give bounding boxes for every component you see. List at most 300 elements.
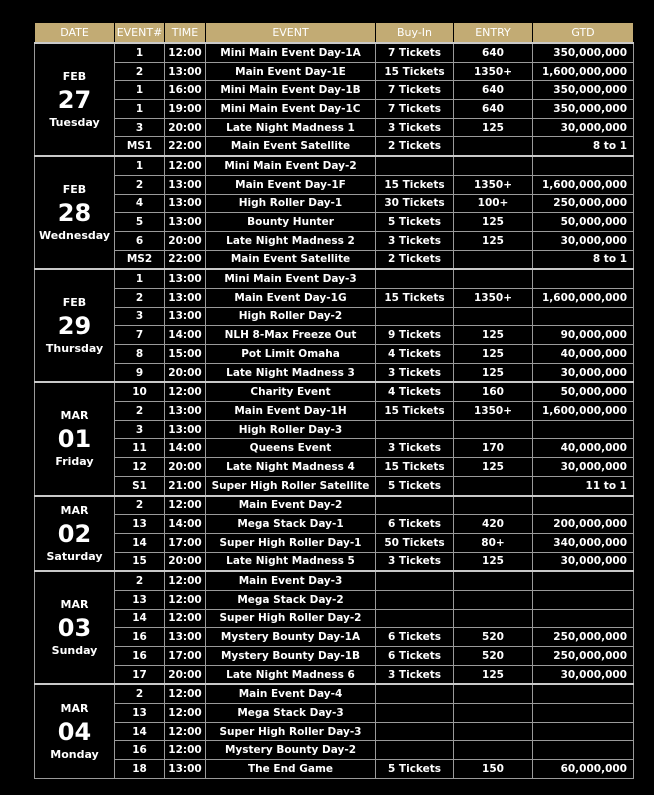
table-row [35,515,634,534]
day-group [35,156,634,269]
buy-in-cell: 7 Tickets [376,81,454,100]
table-row [35,496,634,515]
event-number-cell: MS1 [115,137,165,156]
buy-in-cell: 3 Tickets [376,231,454,250]
event-name-cell: Late Night Madness 2 [206,231,376,250]
table-row [35,571,634,590]
event-name-cell: Main Event Day-1H [206,402,376,421]
buy-in-cell [376,704,454,723]
event-name-cell: Queens Event [206,439,376,458]
event-name-cell: High Roller Day-2 [206,307,376,326]
event-name-cell: Mega Stack Day-1 [206,515,376,534]
event-number-cell: 1 [115,269,165,288]
event-name-cell: Main Event Satellite [206,137,376,156]
entry-cell [454,704,533,723]
event-number-cell: 14 [115,533,165,552]
event-name-cell: Mega Stack Day-2 [206,590,376,609]
buy-in-cell: 5 Tickets [376,213,454,232]
entry-cell: 125 [454,665,533,684]
entry-cell: 125 [454,326,533,345]
date-day: 28 [57,199,92,228]
event-number-cell: 2 [115,402,165,421]
gtd-cell [533,496,634,515]
event-number-cell: 2 [115,571,165,590]
table-row [35,194,634,213]
table-row [35,175,634,194]
event-name-cell: NLH 8-Max Freeze Out [206,326,376,345]
event-name-cell: Mega Stack Day-3 [206,704,376,723]
event-number-cell: 15 [115,552,165,571]
date-cell [35,684,115,778]
table-row [35,231,634,250]
time-cell: 13:00 [165,213,206,232]
time-cell: 12:00 [165,382,206,401]
entry-cell: 1350+ [454,288,533,307]
buy-in-cell [376,420,454,439]
time-cell: 12:00 [165,590,206,609]
gtd-cell: 60,000,000 [533,760,634,779]
date-weekday: Tuesday [49,116,100,130]
gtd-cell: 50,000,000 [533,213,634,232]
event-name-cell: Mystery Bounty Day-1B [206,647,376,666]
gtd-cell: 350,000,000 [533,100,634,119]
date-cell [35,382,115,495]
event-number-cell: 4 [115,194,165,213]
entry-cell [454,684,533,703]
event-name-cell: Late Night Madness 3 [206,363,376,382]
event-name-cell: Mystery Bounty Day-2 [206,741,376,760]
buy-in-cell [376,590,454,609]
table-row [35,345,634,364]
buy-in-cell: 15 Tickets [376,288,454,307]
entry-cell: 640 [454,81,533,100]
buy-in-cell [376,496,454,515]
event-number-cell: MS2 [115,250,165,269]
gtd-cell [533,684,634,703]
gtd-cell [533,307,634,326]
buy-in-cell: 2 Tickets [376,250,454,269]
gtd-cell: 30,000,000 [533,363,634,382]
time-cell: 17:00 [165,647,206,666]
gtd-cell: 11 to 1 [533,476,634,495]
entry-cell [454,609,533,628]
gtd-cell: 340,000,000 [533,533,634,552]
entry-cell: 100+ [454,194,533,213]
event-name-cell: Main Event Day-2 [206,496,376,515]
event-name-cell: Main Event Day-1F [206,175,376,194]
event-number-cell: 2 [115,288,165,307]
gtd-cell: 40,000,000 [533,345,634,364]
entry-cell [454,496,533,515]
entry-cell [454,741,533,760]
date-day: 01 [57,425,92,454]
date-cell [35,43,115,156]
entry-cell: 125 [454,231,533,250]
event-name-cell: Late Night Madness 4 [206,458,376,477]
event-number-cell: 8 [115,345,165,364]
event-number-cell: 1 [115,156,165,175]
event-number-cell: 12 [115,458,165,477]
date-month: FEB [62,70,87,84]
gtd-cell: 350,000,000 [533,43,634,62]
buy-in-cell: 3 Tickets [376,665,454,684]
time-cell: 22:00 [165,137,206,156]
event-number-cell: 16 [115,741,165,760]
event-number-cell: S1 [115,476,165,495]
table-row [35,363,634,382]
date-cell [35,156,115,269]
event-name-cell: Bounty Hunter [206,213,376,232]
col-header-gtd: GTD [533,23,634,44]
time-cell: 20:00 [165,363,206,382]
time-cell: 13:00 [165,62,206,81]
gtd-cell: 250,000,000 [533,647,634,666]
buy-in-cell: 2 Tickets [376,137,454,156]
time-cell: 12:00 [165,609,206,628]
day-group [35,496,634,572]
date-weekday: Thursday [45,342,104,356]
event-name-cell: Mystery Bounty Day-1A [206,628,376,647]
gtd-cell: 250,000,000 [533,194,634,213]
gtd-cell: 250,000,000 [533,628,634,647]
date-month: FEB [62,296,87,310]
buy-in-cell: 3 Tickets [376,363,454,382]
buy-in-cell: 7 Tickets [376,43,454,62]
col-header-buy-in: Buy-In [376,23,454,44]
event-name-cell: Mini Main Event Day-1C [206,100,376,119]
table-row [35,118,634,137]
entry-cell [454,250,533,269]
gtd-cell: 30,000,000 [533,552,634,571]
gtd-cell: 8 to 1 [533,250,634,269]
event-number-cell: 7 [115,326,165,345]
entry-cell: 1350+ [454,175,533,194]
gtd-cell: 8 to 1 [533,137,634,156]
entry-cell [454,590,533,609]
date-weekday: Friday [55,455,94,469]
table-row [35,62,634,81]
gtd-cell: 350,000,000 [533,81,634,100]
entry-cell: 170 [454,439,533,458]
gtd-cell: 50,000,000 [533,382,634,401]
table-row [35,288,634,307]
gtd-cell [533,269,634,288]
buy-in-cell: 15 Tickets [376,402,454,421]
time-cell: 20:00 [165,118,206,137]
buy-in-cell [376,609,454,628]
time-cell: 13:00 [165,420,206,439]
table-row [35,684,634,703]
event-name-cell: High Roller Day-1 [206,194,376,213]
time-cell: 12:00 [165,43,206,62]
buy-in-cell: 3 Tickets [376,552,454,571]
event-name-cell: Mini Main Event Day-1B [206,81,376,100]
event-name-cell: The End Game [206,760,376,779]
col-header-entry: ENTRY [454,23,533,44]
gtd-cell: 1,600,000,000 [533,402,634,421]
gtd-cell [533,741,634,760]
event-number-cell: 1 [115,43,165,62]
event-number-cell: 13 [115,515,165,534]
entry-cell: 640 [454,43,533,62]
table-row [35,100,634,119]
event-number-cell: 14 [115,722,165,741]
event-number-cell: 13 [115,590,165,609]
event-number-cell: 9 [115,363,165,382]
buy-in-cell: 9 Tickets [376,326,454,345]
buy-in-cell: 6 Tickets [376,515,454,534]
entry-cell: 640 [454,100,533,119]
event-name-cell: Late Night Madness 1 [206,118,376,137]
date-weekday: Monday [50,748,99,762]
buy-in-cell [376,571,454,590]
time-cell: 12:00 [165,496,206,515]
event-number-cell: 10 [115,382,165,401]
time-cell: 15:00 [165,345,206,364]
gtd-cell: 30,000,000 [533,118,634,137]
table-row [35,402,634,421]
gtd-cell [533,722,634,741]
time-cell: 13:00 [165,175,206,194]
date-weekday: Saturday [46,549,103,563]
buy-in-cell [376,156,454,175]
col-header-event: EVENT [206,23,376,44]
gtd-cell [533,156,634,175]
entry-cell [454,420,533,439]
time-cell: 14:00 [165,515,206,534]
time-cell: 13:00 [165,288,206,307]
buy-in-cell: 15 Tickets [376,175,454,194]
buy-in-cell [376,741,454,760]
date-month: MAR [60,702,89,716]
buy-in-cell: 50 Tickets [376,533,454,552]
time-cell: 13:00 [165,402,206,421]
gtd-cell: 1,600,000,000 [533,288,634,307]
table-row [35,420,634,439]
date-weekday: Wednesday [38,229,111,243]
col-header-event-number: EVENT# [115,23,165,44]
table-row [35,665,634,684]
buy-in-cell [376,307,454,326]
table-row [35,647,634,666]
event-number-cell: 16 [115,647,165,666]
gtd-cell [533,571,634,590]
event-name-cell: Mini Main Event Day-1A [206,43,376,62]
event-number-cell: 2 [115,684,165,703]
table-row [35,552,634,571]
event-number-cell: 3 [115,118,165,137]
date-day: 04 [57,718,92,747]
gtd-cell [533,704,634,723]
event-name-cell: Mini Main Event Day-3 [206,269,376,288]
date-cell [35,269,115,382]
entry-cell: 150 [454,760,533,779]
event-name-cell: Late Night Madness 6 [206,665,376,684]
time-cell: 20:00 [165,665,206,684]
event-name-cell: Super High Roller Day-1 [206,533,376,552]
gtd-cell: 1,600,000,000 [533,62,634,81]
entry-cell: 1350+ [454,62,533,81]
table-row [35,628,634,647]
event-number-cell: 3 [115,420,165,439]
entry-cell: 520 [454,628,533,647]
date-month: MAR [60,503,89,517]
buy-in-cell: 4 Tickets [376,382,454,401]
buy-in-cell [376,722,454,741]
time-cell: 13:00 [165,760,206,779]
event-number-cell: 5 [115,213,165,232]
gtd-cell [533,590,634,609]
buy-in-cell: 15 Tickets [376,458,454,477]
buy-in-cell: 3 Tickets [376,439,454,458]
entry-cell: 520 [454,647,533,666]
date-cell [35,496,115,572]
table-row [35,476,634,495]
day-group [35,43,634,156]
gtd-cell: 1,600,000,000 [533,175,634,194]
entry-cell: 125 [454,363,533,382]
date-day: 03 [57,614,92,643]
gtd-cell: 200,000,000 [533,515,634,534]
entry-cell [454,307,533,326]
table-row [35,156,634,175]
time-cell: 20:00 [165,231,206,250]
table-row [35,382,634,401]
table-row [35,213,634,232]
table-row [35,609,634,628]
time-cell: 20:00 [165,458,206,477]
entry-cell [454,137,533,156]
event-name-cell: Mini Main Event Day-2 [206,156,376,175]
date-weekday: Sunday [51,644,98,658]
event-number-cell: 13 [115,704,165,723]
time-cell: 17:00 [165,533,206,552]
time-cell: 16:00 [165,81,206,100]
table-row [35,81,634,100]
event-name-cell: Charity Event [206,382,376,401]
time-cell: 13:00 [165,269,206,288]
event-number-cell: 11 [115,439,165,458]
entry-cell [454,722,533,741]
entry-cell: 80+ [454,533,533,552]
date-month: MAR [60,409,89,423]
day-group [35,571,634,684]
event-number-cell: 2 [115,62,165,81]
time-cell: 12:00 [165,571,206,590]
buy-in-cell [376,684,454,703]
table-row [35,722,634,741]
gtd-cell [533,609,634,628]
event-name-cell: Late Night Madness 5 [206,552,376,571]
time-cell: 12:00 [165,156,206,175]
day-group [35,684,634,778]
time-cell: 12:00 [165,722,206,741]
event-number-cell: 1 [115,81,165,100]
buy-in-cell [376,269,454,288]
time-cell: 14:00 [165,326,206,345]
day-group [35,269,634,382]
date-day: 02 [57,519,92,548]
event-name-cell: Main Event Day-1E [206,62,376,81]
table-row [35,43,634,62]
entry-cell: 1350+ [454,402,533,421]
time-cell: 22:00 [165,250,206,269]
entry-cell: 160 [454,382,533,401]
table-header [35,23,634,44]
buy-in-cell: 5 Tickets [376,760,454,779]
event-name-cell: Super High Roller Satellite [206,476,376,495]
event-number-cell: 17 [115,665,165,684]
buy-in-cell: 3 Tickets [376,118,454,137]
date-month: FEB [62,183,87,197]
entry-cell: 125 [454,552,533,571]
entry-cell: 125 [454,213,533,232]
event-number-cell: 3 [115,307,165,326]
time-cell: 12:00 [165,684,206,703]
table-row [35,326,634,345]
time-cell: 20:00 [165,552,206,571]
event-name-cell: Main Event Day-3 [206,571,376,590]
event-number-cell: 1 [115,100,165,119]
event-name-cell: Main Event Satellite [206,250,376,269]
event-name-cell: High Roller Day-3 [206,420,376,439]
col-header-time: TIME [165,23,206,44]
header-row [35,23,634,44]
table-row [35,590,634,609]
event-name-cell: Pot Limit Omaha [206,345,376,364]
table-row [35,137,634,156]
entry-cell: 125 [454,458,533,477]
buy-in-cell: 15 Tickets [376,62,454,81]
event-name-cell: Super High Roller Day-2 [206,609,376,628]
event-number-cell: 6 [115,231,165,250]
time-cell: 12:00 [165,704,206,723]
table-row [35,760,634,779]
event-number-cell: 2 [115,175,165,194]
event-number-cell: 14 [115,609,165,628]
gtd-cell: 30,000,000 [533,458,634,477]
event-number-cell: 2 [115,496,165,515]
buy-in-cell: 6 Tickets [376,628,454,647]
time-cell: 13:00 [165,307,206,326]
event-number-cell: 18 [115,760,165,779]
buy-in-cell: 5 Tickets [376,476,454,495]
gtd-cell: 40,000,000 [533,439,634,458]
table-row [35,269,634,288]
entry-cell [454,156,533,175]
time-cell: 14:00 [165,439,206,458]
table-row [35,307,634,326]
entry-cell: 125 [454,118,533,137]
table-row [35,741,634,760]
time-cell: 13:00 [165,194,206,213]
entry-cell [454,269,533,288]
date-day: 27 [57,86,92,115]
time-cell: 21:00 [165,476,206,495]
buy-in-cell: 7 Tickets [376,100,454,119]
gtd-cell: 30,000,000 [533,231,634,250]
buy-in-cell: 4 Tickets [376,345,454,364]
date-cell [35,571,115,684]
date-month: MAR [60,598,89,612]
table-row [35,704,634,723]
time-cell: 13:00 [165,628,206,647]
event-name-cell: Main Event Day-1G [206,288,376,307]
event-name-cell: Main Event Day-4 [206,684,376,703]
table-row [35,250,634,269]
tournament-schedule-table [34,22,634,779]
buy-in-cell: 30 Tickets [376,194,454,213]
